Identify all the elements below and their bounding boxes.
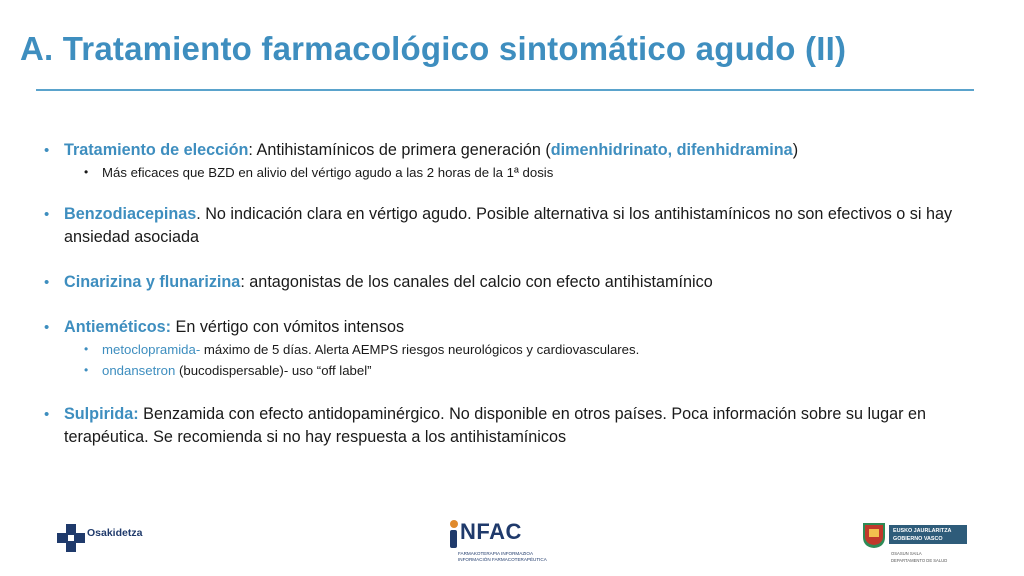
bullet-dot: •	[44, 319, 50, 336]
gobierno-vasco-logo	[861, 521, 969, 569]
bullet-dot: •	[44, 206, 50, 223]
bullet-antiemeticos	[44, 316, 980, 339]
bullet-text: : Antihistamínicos de primera generación (	[248, 141, 551, 159]
gv-dept-1: OSASUN SAILA	[891, 551, 922, 556]
bullet-cinarizina	[44, 271, 980, 294]
infac-i-icon	[448, 520, 460, 550]
bullet-highlight: Tratamiento de elección	[64, 141, 249, 159]
gv-name-band	[889, 525, 967, 544]
subitem-highlight: ondansetron	[102, 363, 176, 378]
title-divider	[36, 89, 974, 91]
gv-line-1: EUSKO JAURLARITZA	[893, 528, 952, 534]
subitem	[44, 339, 980, 360]
infac-subtitle-1: FARMAKOTERAPIA INFORMAZIOA	[458, 551, 534, 556]
bullet-dot: •	[44, 142, 50, 159]
bullet-text: : antagonistas de los canales del calcio con efecto antihistamínico	[240, 273, 713, 291]
subitem	[44, 360, 980, 381]
infac-wordmark: NFAC	[460, 519, 522, 544]
osakidetza-cross-icon	[57, 524, 85, 552]
subitem-text: máximo de 5 días. Alerta AEMPS riesgos neurológicos y cardiovasculares.	[200, 342, 640, 357]
subitem-dot: •	[84, 342, 89, 356]
osakidetza-label: Osakidetza	[87, 527, 143, 539]
bullet-text: . No indicación clara en vértigo agudo. Posible alternativa si los antihistamínicos no son efectivos o si hay ansiedad asociada	[64, 205, 953, 246]
coat-of-arms-icon	[861, 521, 887, 549]
infac-logo	[448, 517, 547, 565]
bullet-sulpirida	[44, 403, 980, 449]
bullet-text-end: )	[792, 141, 799, 159]
subitem-dot: •	[84, 165, 89, 179]
bullet-benzodiacepinas	[44, 203, 980, 249]
bullet-text: En vértigo con vómitos intensos	[171, 318, 405, 336]
subitem-text: Más eficaces que BZD en alivio del vértigo agudo a las 2 horas de la 1ª dosis	[102, 165, 554, 180]
infac-subtitle-2: INFORMACIÓN FARMACOTERAPÉUTICA	[458, 557, 547, 562]
subitem	[44, 162, 980, 183]
gv-dept-2: DEPARTAMENTO DE SALUD	[891, 558, 948, 563]
bullet-text: Benzamida con efecto antidopaminérgico. No disponible en otros países. Poca información sobre su lugar en terapéutica. Se recomienda si no hay respuesta a los antihistamínicos	[64, 405, 927, 446]
bullet-dot: •	[44, 406, 50, 423]
subitem-text: (bucodispersable)- uso “off label”	[175, 363, 372, 378]
subitem-dot: •	[84, 363, 89, 377]
slide-title: A. Tratamiento farmacológico sintomático agudo (II)	[20, 30, 847, 67]
bullet-highlight: Cinarizina y flunarizina	[64, 273, 241, 291]
bullet-tratamiento-eleccion	[44, 139, 980, 162]
bullet-highlight: Benzodiacepinas	[64, 205, 197, 223]
bullet-highlight: Antieméticos:	[64, 318, 172, 336]
bullet-highlight-drugs: dimenhidrinato, difenhidramina	[550, 141, 793, 159]
subitem-highlight: metoclopramida-	[102, 342, 201, 357]
bullet-list	[44, 139, 980, 449]
gv-line-2: GOBIERNO VASCO	[893, 536, 943, 542]
osakidetza-logo	[57, 524, 167, 558]
bullet-highlight: Sulpirida:	[64, 405, 139, 423]
bullet-dot: •	[44, 274, 50, 291]
